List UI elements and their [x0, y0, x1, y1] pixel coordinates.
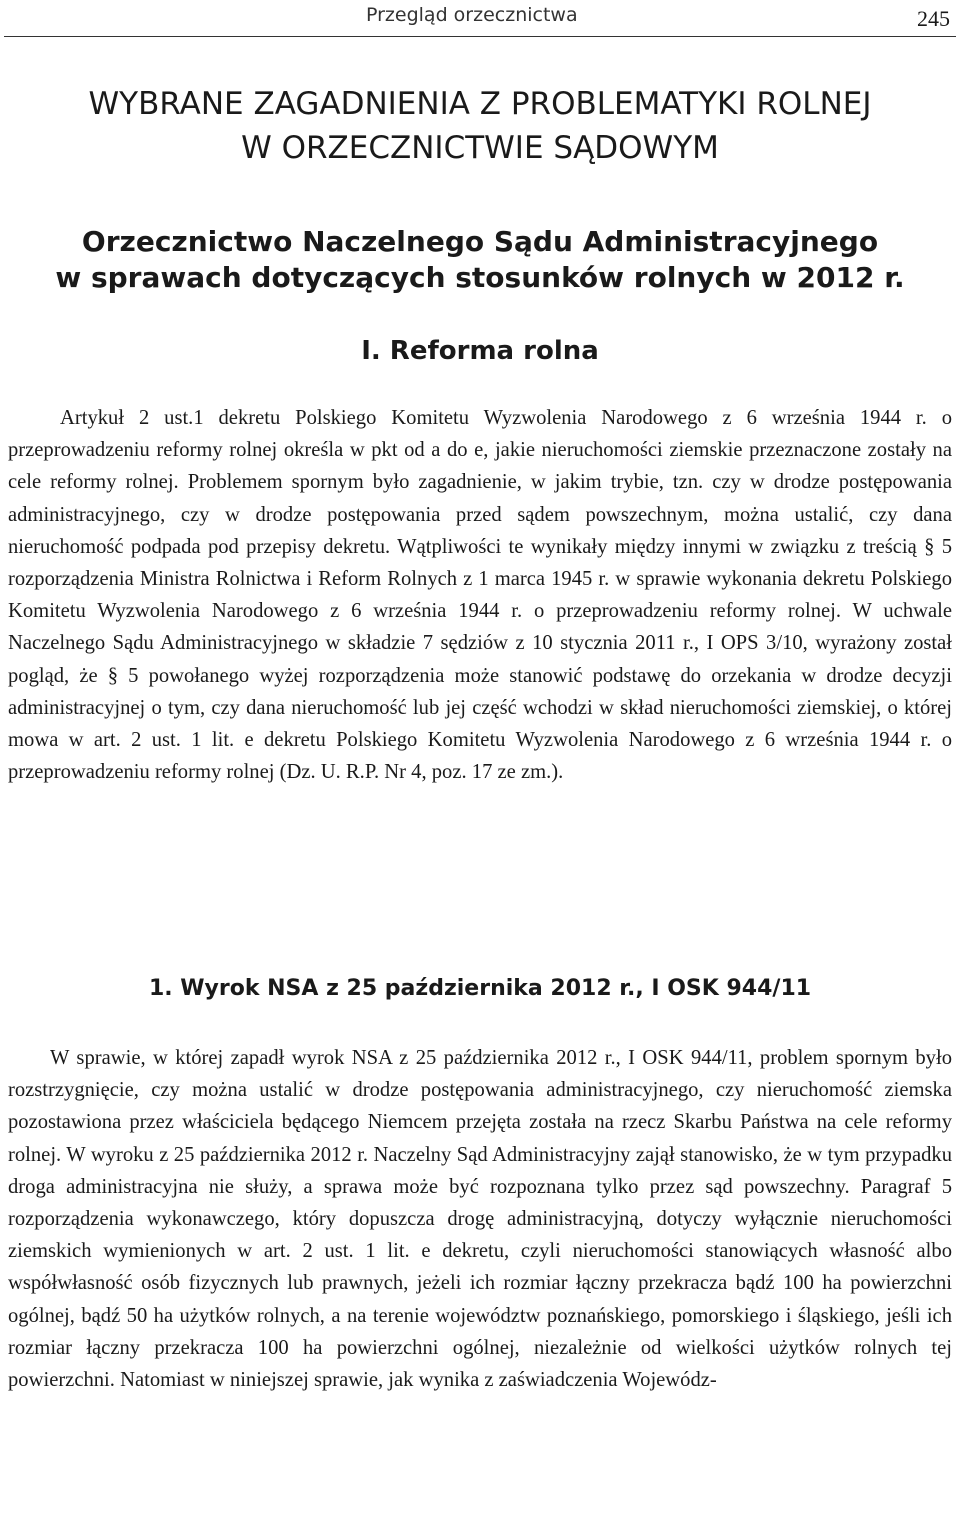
main-title-line-2: W ORZECZNICTWIE SĄDOWYM [241, 130, 719, 166]
subtitle-line-1: Orzecznictwo Naczelnego Sądu Administracyjnego [81, 225, 879, 258]
main-title [0, 82, 960, 170]
section-heading: I. Reforma rolna [361, 336, 599, 366]
subtitle-line-2: w sprawach dotyczących stosunków rolnych w 2012 r. [55, 261, 905, 294]
main-title-line-1: WYBRANE ZAGADNIENIA Z PROBLEMATYKI ROLNEJ [88, 86, 872, 122]
case-heading: 1. Wyrok NSA z 25 października 2012 r., I OSK 944/11 [148, 976, 812, 1001]
intro-paragraph: Artykuł 2 ust.1 dekretu Polskiego Komitetu Wyzwolenia Narodowego z 6 września 1944 r. o przeprowadzeniu reformy rolnej określa w pkt od a do e, jakie nieruchomości ziemskie przeznaczone zostały na cele reformy rolnej. Problemem spornym było zagadnienie, w jakim trybie, tzn. czy w drodze postępowania administracyjnego, czy w drodze postępowania przed sądem powszechnym, można ustalić, czy dana nieruchomość podpada pod przepisy dekretu. Wątpliwości te wynikały między innymi w związku z treścią § 5 rozporządzenia Ministra Rolnictwa i Reform Rolnych z 1 marca 1945 r. w sprawie wykonania dekretu Polskiego Komitetu Wyzwolenia Narodowego z 6 września 1944 r. o przeprowadzeniu reformy rolnej. W uchwale Naczelnego Sądu Administracyjnego w składzie 7 sędziów z 10 stycznia 2011 r., I OPS 3/10, wyrażony został pogląd, że § 5 powołanego wyżej rozporządzenia może stanowić podstawę do orzekania w drodze decyzji administracyjnej o tym, czy dana nieruchomość lub jej część wchodzi w skład nieruchomości ziemskiej, o której mowa w art. 2 ust. 1 lit. e dekretu Polskiego Komitetu Wyzwolenia Narodowego z 6 września 1944 r. o przeprowadzeniu reformy rolnej (Dz. U. R.P. Nr 4, poz. 17 ze zm.). [8, 407, 952, 784]
subtitle [0, 224, 960, 296]
running-title: Przegląd orzecznictwa [366, 4, 578, 26]
page-header [4, 0, 956, 37]
case-paragraph: W sprawie, w której zapadł wyrok NSA z 25 października 2012 r., I OSK 944/11, problem spornym było rozstrzygnięcie, czy można ustalić w drodze postępowania administracyjnego, czy nieruchomość ziemska pozostawiona przez właściciela będącego Niemcem przejęta została na rzecz Skarbu Państwa na cele reformy rolnej. W wyroku z 25 października 2012 r. Naczelny Sąd Administracyjny zajął stanowisko, że w tym przypadku droga administracyjna nie służy, a sprawa może być rozpoznana tylko przez sąd powszechny. Paragraf 5 rozporządzenia wykonawczego, który dopuszcza drogę administracyjną, dotyczy wyłącznie nieruchomości ziemskich wymienionych w art. 2 ust. 1 lit. e dekretu, czyli nieruchomości stanowiących własność albo współwłasność osób fizycznych lub prawnych, jeżeli ich rozmiar łączny przekracza bądź 100 ha powierzchni ogólnej, bądź 50 ha użytków rolnych, a na terenie województw poznańskiego, pomorskiego i śląskiego, jeśli ich rozmiar łączny przekracza 100 ha powierzchni ogólnej, niezależnie od wielkości użytków rolnych tej powierzchni. Natomiast w niniejszej sprawie, jak wynika z zaświadczenia Wojewódz- [8, 1047, 952, 1392]
page-number: 245 [917, 6, 950, 31]
